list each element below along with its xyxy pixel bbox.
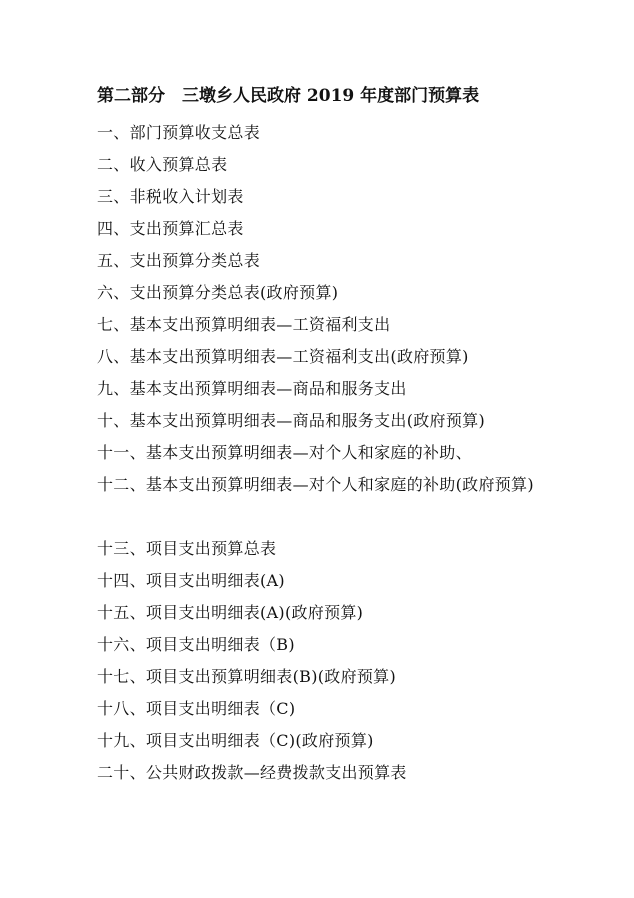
list-item: 十三、项目支出预算总表 <box>97 539 277 558</box>
list-item: 六、支出预算分类总表(政府预算) <box>97 283 339 302</box>
list-item: 一、部门预算收支总表 <box>97 123 261 142</box>
list-item: 九、基本支出预算明细表—商品和服务支出 <box>97 379 407 398</box>
section-title: 第二部分 三墩乡人民政府 2019 年度部门预算表 <box>97 86 480 106</box>
list-item: 二、收入预算总表 <box>97 155 228 174</box>
list-item: 四、支出预算汇总表 <box>97 219 244 238</box>
list-item: 十七、项目支出预算明细表(B)(政府预算) <box>97 667 397 686</box>
list-item: 十九、项目支出明细表（C)(政府预算) <box>97 731 374 750</box>
list-item: 三、非税收入计划表 <box>97 187 244 206</box>
list-item: 五、支出预算分类总表 <box>97 251 261 270</box>
list-item: 二十、公共财政拨款—经费拨款支出预算表 <box>97 763 407 782</box>
list-item: 十一、基本支出预算明细表—对个人和家庭的补助、 <box>97 443 472 462</box>
list-item: 十五、项目支出明细表(A)(政府预算) <box>97 603 364 622</box>
list-item: 十八、项目支出明细表（C) <box>97 699 296 718</box>
list-item: 十、基本支出预算明细表—商品和服务支出(政府预算) <box>97 411 485 430</box>
budget-table-list <box>97 117 547 789</box>
list-item: 七、基本支出预算明细表—工资福利支出 <box>97 315 391 334</box>
list-item: 十四、项目支出明细表(A) <box>97 571 285 590</box>
list-item: 十二、基本支出预算明细表—对个人和家庭的补助(政府预算) <box>97 475 534 494</box>
list-item: 八、基本支出预算明细表—工资福利支出(政府预算) <box>97 347 469 366</box>
list-item: 十六、项目支出明细表（B) <box>97 635 295 654</box>
